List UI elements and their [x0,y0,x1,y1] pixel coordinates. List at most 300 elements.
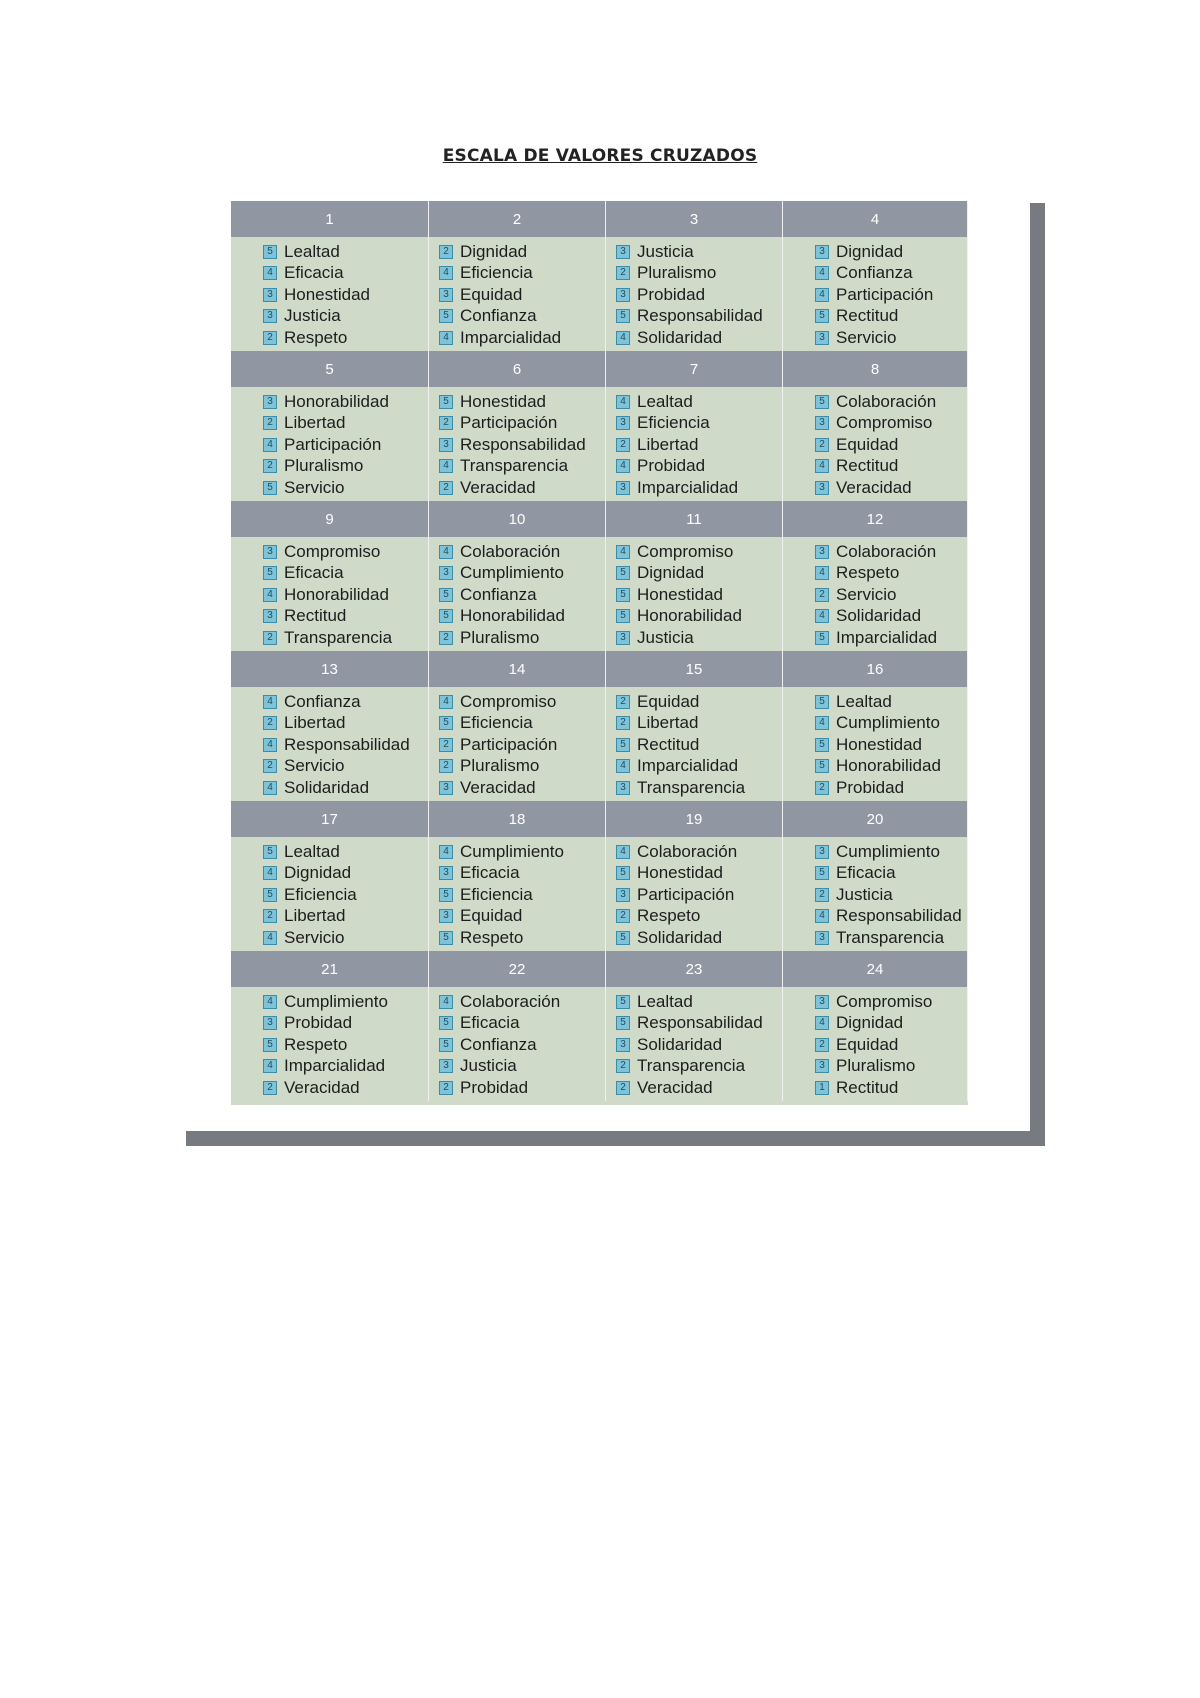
score-badge: 1 [815,1081,829,1095]
list-item [263,734,428,756]
score-badge: 3 [263,395,277,409]
list-item [815,327,967,349]
list-item [263,477,428,499]
value-label: Confianza [836,263,913,283]
score-badge: 4 [616,459,630,473]
list-item [616,477,782,499]
list-item [439,927,605,949]
value-label: Compromiso [836,413,933,433]
score-badge: 3 [439,866,453,880]
score-badge: 4 [263,588,277,602]
list-item [616,306,782,328]
value-label: Respeto [284,327,348,347]
score-badge: 3 [815,845,829,859]
list-item [815,391,967,413]
value-label: Imparcialidad [637,477,739,497]
score-badge: 2 [263,631,277,645]
score-badge: 4 [815,609,829,623]
value-block [429,837,606,951]
value-label: Colaboración [460,541,561,561]
list-item [263,884,428,906]
list-item [439,327,605,349]
list-item [439,991,605,1013]
score-badge: 4 [263,995,277,1009]
list-item [263,284,428,306]
list-item [263,756,428,778]
block-number: 24 [783,951,968,987]
score-badge: 5 [263,888,277,902]
score-badge: 5 [263,245,277,259]
value-label: Participación [460,413,558,433]
list-item [263,413,428,435]
value-label: Probidad [637,284,706,304]
list-item [616,1034,782,1056]
score-badge: 3 [616,288,630,302]
list-item [616,327,782,349]
value-label: Pluralismo [284,456,364,476]
list-item [263,327,428,349]
score-badge: 2 [263,759,277,773]
value-label: Colaboración [836,541,937,561]
list-item [616,713,782,735]
value-label: Confianza [284,691,361,711]
score-badge: 5 [616,866,630,880]
value-block [606,837,783,951]
list-item [263,263,428,285]
list-item [439,606,605,628]
value-label: Solidaridad [836,606,922,626]
value-label: Compromiso [284,541,381,561]
score-badge: 3 [616,245,630,259]
value-label: Honestidad [637,863,724,883]
block-number: 17 [231,801,429,837]
value-label: Colaboración [836,391,937,411]
value-label: Confianza [460,1034,537,1054]
value-label: Compromiso [836,991,933,1011]
list-item [815,241,967,263]
score-badge: 3 [616,1038,630,1052]
list-item [263,777,428,799]
value-label: Respeto [836,563,900,583]
list-item [616,413,782,435]
list-item [815,734,967,756]
value-label: Eficacia [460,1013,520,1033]
list-item [439,263,605,285]
value-label: Probidad [460,1077,529,1097]
list-item [815,563,967,585]
score-badge: 4 [439,266,453,280]
value-label: Imparcialidad [637,756,739,776]
value-label: Eficiencia [460,263,533,283]
list-item [263,863,428,885]
score-badge: 2 [616,1081,630,1095]
value-block [783,237,968,351]
block-number: 7 [606,351,783,387]
list-item [263,306,428,328]
list-item [815,306,967,328]
list-item [439,863,605,885]
list-item [616,691,782,713]
value-label: Honestidad [460,391,547,411]
list-item [263,1077,428,1099]
list-item [616,391,782,413]
list-item [616,456,782,478]
list-item [815,1077,967,1099]
list-item [815,756,967,778]
block-number: 13 [231,651,429,687]
list-item [263,456,428,478]
value-label: Servicio [284,477,345,497]
value-block [783,987,968,1101]
value-label: Veracidad [284,1077,360,1097]
value-label: Colaboración [460,991,561,1011]
list-item [616,563,782,585]
score-badge: 5 [815,309,829,323]
list-item [815,284,967,306]
value-block [231,387,429,501]
score-badge: 2 [439,1081,453,1095]
list-item [815,1056,967,1078]
block-number: 8 [783,351,968,387]
score-badge: 5 [263,1038,277,1052]
value-block [606,537,783,651]
value-label: Responsabilidad [637,1013,763,1033]
value-label: Eficiencia [460,713,533,733]
list-item [263,991,428,1013]
value-label: Transparencia [284,627,393,647]
score-badge: 5 [439,888,453,902]
block-number: 12 [783,501,968,537]
score-badge: 4 [439,331,453,345]
score-badge: 4 [439,545,453,559]
value-label: Honestidad [836,734,923,754]
list-item [439,413,605,435]
list-item [616,627,782,649]
value-label: Eficacia [284,263,344,283]
list-item [439,1056,605,1078]
score-badge: 4 [815,716,829,730]
score-badge: 4 [439,459,453,473]
list-item [815,1034,967,1056]
block-number: 6 [429,351,606,387]
value-label: Participación [284,434,382,454]
value-block [783,537,968,651]
score-badge: 3 [439,288,453,302]
value-label: Pluralismo [637,263,717,283]
list-item [263,1034,428,1056]
value-label: Eficacia [284,563,344,583]
value-label: Dignidad [836,241,904,261]
block-number: 10 [429,501,606,537]
list-item [616,1056,782,1078]
score-badge: 5 [263,566,277,580]
score-badge: 4 [263,781,277,795]
value-label: Honorabilidad [284,584,389,604]
frame-shadow-right [1030,203,1045,1146]
value-label: Lealtad [836,691,892,711]
value-label: Transparencia [836,927,945,947]
score-badge: 5 [616,1016,630,1030]
value-label: Honorabilidad [637,606,742,626]
score-badge: 2 [815,438,829,452]
list-item [439,841,605,863]
value-label: Colaboración [637,841,738,861]
block-number: 20 [783,801,968,837]
score-badge: 2 [439,481,453,495]
score-badge: 5 [439,1016,453,1030]
score-badge: 5 [815,759,829,773]
list-item [439,627,605,649]
score-badge: 2 [263,716,277,730]
list-item [439,884,605,906]
score-badge: 2 [439,245,453,259]
list-item [815,413,967,435]
score-badge: 2 [263,331,277,345]
score-badge: 2 [616,695,630,709]
value-label: Confianza [460,306,537,326]
score-badge: 2 [815,588,829,602]
list-item [439,584,605,606]
value-label: Dignidad [836,1013,904,1033]
value-label: Compromiso [637,541,734,561]
score-badge: 4 [439,695,453,709]
score-badge: 3 [815,1059,829,1073]
list-item [616,884,782,906]
list-item [616,434,782,456]
value-label: Equidad [460,906,523,926]
value-label: Equidad [637,691,700,711]
list-item [439,756,605,778]
score-badge: 5 [263,845,277,859]
list-item [263,927,428,949]
value-label: Servicio [836,327,897,347]
page-title: ESCALA DE VALORES CRUZADOS [442,146,758,166]
score-badge: 5 [439,931,453,945]
value-block [606,987,783,1101]
score-badge: 3 [616,631,630,645]
score-badge: 2 [263,459,277,473]
value-block [231,987,429,1101]
list-item [616,606,782,628]
score-badge: 2 [815,1038,829,1052]
score-badge: 2 [439,759,453,773]
score-badge: 4 [263,738,277,752]
list-item [815,691,967,713]
value-label: Respeto [460,927,524,947]
score-badge: 4 [263,866,277,880]
list-item [439,691,605,713]
value-label: Solidaridad [637,1034,723,1054]
list-item [263,563,428,585]
list-item [815,841,967,863]
list-item [616,584,782,606]
score-badge: 5 [263,481,277,495]
value-label: Compromiso [460,691,557,711]
score-badge: 5 [815,395,829,409]
value-block [231,687,429,801]
value-label: Lealtad [637,391,693,411]
list-item [439,306,605,328]
value-label: Cumplimiento [836,713,940,733]
score-badge: 3 [439,781,453,795]
value-label: Justicia [284,306,341,326]
value-label: Justicia [460,1056,517,1076]
score-badge: 5 [616,995,630,1009]
value-block [606,387,783,501]
value-label: Probidad [836,777,905,797]
score-badge: 5 [616,588,630,602]
value-label: Honorabilidad [836,756,941,776]
value-label: Honorabilidad [460,606,565,626]
list-item [815,584,967,606]
value-label: Rectitud [836,1077,899,1097]
list-item [439,1013,605,1035]
value-label: Libertad [637,434,699,454]
value-label: Cumplimiento [836,841,940,861]
list-item [439,906,605,928]
block-number: 16 [783,651,968,687]
score-badge: 3 [439,909,453,923]
score-badge: 2 [439,416,453,430]
block-number: 15 [606,651,783,687]
score-badge: 3 [263,288,277,302]
value-label: Transparencia [460,456,569,476]
value-label: Veracidad [637,1077,713,1097]
score-badge: 5 [815,866,829,880]
value-label: Probidad [284,1013,353,1033]
score-badge: 4 [616,331,630,345]
value-label: Transparencia [637,777,746,797]
list-item [815,777,967,799]
value-block [429,237,606,351]
list-item [263,584,428,606]
list-item [263,606,428,628]
list-item [263,627,428,649]
list-item [263,906,428,928]
value-label: Responsabilidad [836,906,962,926]
value-block [783,387,968,501]
list-item [439,284,605,306]
list-item [263,391,428,413]
score-badge: 4 [263,1059,277,1073]
list-item [263,1056,428,1078]
value-label: Veracidad [460,777,536,797]
value-label: Participación [460,734,558,754]
value-label: Pluralismo [460,627,540,647]
list-item [616,734,782,756]
list-item [439,1077,605,1099]
list-item [263,841,428,863]
value-label: Lealtad [637,991,693,1011]
value-label: Transparencia [637,1056,746,1076]
value-block [783,837,968,951]
value-block [429,537,606,651]
value-block [606,687,783,801]
score-badge: 2 [616,438,630,452]
list-item [815,991,967,1013]
score-badge: 5 [616,309,630,323]
list-item [263,541,428,563]
value-label: Libertad [284,713,346,733]
list-item [263,713,428,735]
block-number: 11 [606,501,783,537]
value-block [231,837,429,951]
score-badge: 5 [815,631,829,645]
value-label: Cumplimiento [284,991,388,1011]
value-label: Cumplimiento [460,841,564,861]
score-badge: 3 [815,931,829,945]
value-label: Pluralismo [460,756,540,776]
list-item [616,756,782,778]
score-badge: 3 [616,781,630,795]
score-badge: 3 [815,331,829,345]
value-label: Libertad [284,413,346,433]
block-number: 21 [231,951,429,987]
value-label: Imparcialidad [460,327,562,347]
value-block [231,237,429,351]
score-badge: 5 [815,738,829,752]
list-item [815,263,967,285]
list-item [439,1034,605,1056]
score-badge: 2 [616,1059,630,1073]
list-item [616,906,782,928]
list-item [616,863,782,885]
value-label: Respeto [637,906,701,926]
list-item [616,263,782,285]
value-label: Equidad [836,434,899,454]
value-label: Responsabilidad [637,306,763,326]
list-item [815,456,967,478]
values-table [231,201,968,1105]
value-block [783,687,968,801]
list-item [439,391,605,413]
value-label: Eficacia [836,863,896,883]
score-badge: 5 [616,931,630,945]
block-number: 22 [429,951,606,987]
block-number: 9 [231,501,429,537]
list-item [616,991,782,1013]
score-badge: 5 [439,588,453,602]
score-badge: 2 [815,781,829,795]
score-badge: 3 [263,309,277,323]
list-item [439,563,605,585]
value-block [429,987,606,1101]
value-label: Participación [637,884,735,904]
score-badge: 4 [616,845,630,859]
score-badge: 3 [616,481,630,495]
value-label: Servicio [284,927,345,947]
value-label: Rectitud [637,734,700,754]
list-item [616,927,782,949]
block-number: 1 [231,201,429,237]
list-item [616,284,782,306]
list-item [616,777,782,799]
value-label: Imparcialidad [836,627,938,647]
value-label: Honestidad [637,584,724,604]
value-block [429,687,606,801]
list-item [263,241,428,263]
list-item [616,841,782,863]
score-badge: 2 [616,716,630,730]
list-item [439,713,605,735]
block-number: 18 [429,801,606,837]
score-badge: 5 [439,1038,453,1052]
score-badge: 4 [815,909,829,923]
list-item [616,541,782,563]
value-label: Servicio [284,756,345,776]
score-badge: 4 [815,266,829,280]
value-label: Justicia [637,241,694,261]
